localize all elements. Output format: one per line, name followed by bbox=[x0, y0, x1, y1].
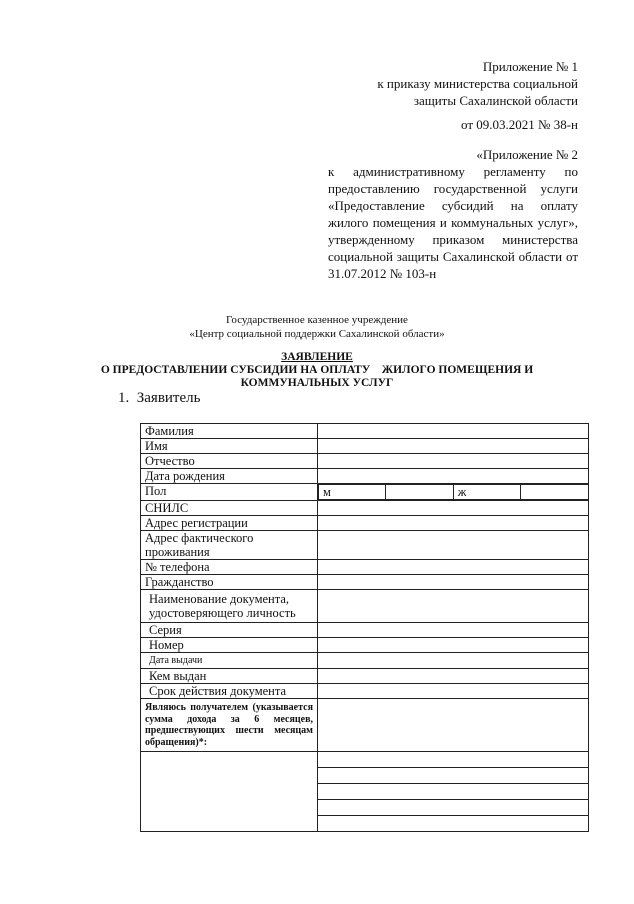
section-heading: 1. Заявитель bbox=[118, 390, 201, 406]
label-patronymic: Отчество bbox=[141, 454, 318, 469]
title-line2: О ПРЕДОСТАВЛЕНИИ СУБСИДИИ НА ОПЛАТУ ЖИЛОГО ПОМЕЩЕНИЯ И bbox=[100, 364, 534, 376]
appendix2-block bbox=[328, 146, 578, 282]
row-income-details bbox=[141, 752, 589, 832]
row-name bbox=[141, 439, 589, 454]
income-line-1[interactable] bbox=[318, 752, 588, 768]
row-phone bbox=[141, 560, 589, 575]
row-surname bbox=[141, 424, 589, 439]
row-number bbox=[141, 638, 589, 653]
row-sex bbox=[141, 484, 589, 501]
field-birth-date[interactable] bbox=[318, 469, 589, 484]
row-income-note bbox=[141, 699, 589, 752]
sex-m-label: м bbox=[319, 485, 386, 500]
income-line-5[interactable] bbox=[318, 816, 588, 831]
label-citizenship: Гражданство bbox=[141, 575, 318, 590]
label-actual-address: Адрес фактического проживания bbox=[141, 531, 318, 560]
appendix1-line2: к приказу министерства социальной bbox=[377, 76, 578, 91]
label-number: Номер bbox=[141, 638, 318, 653]
label-validity: Срок действия документа bbox=[141, 684, 318, 699]
field-name[interactable] bbox=[318, 439, 589, 454]
appendix1-line3: защиты Сахалинской области bbox=[413, 93, 578, 108]
document-title bbox=[0, 351, 634, 390]
sex-f-box[interactable] bbox=[521, 485, 588, 500]
label-sex: Пол bbox=[141, 484, 318, 501]
appendix2-text: к административному регламенту по предоставлению государственной услуги «Предоставление субсидий на оплату жилого помещения и коммунальных услуг», утвержденному приказом министерства социальной защиты Сахалинской области от 31.07.2012 № 103-н bbox=[328, 164, 578, 281]
row-actual-address bbox=[141, 531, 589, 560]
label-issue-date: Дата выдачи bbox=[141, 653, 318, 669]
appendix1-line1: Приложение № 1 bbox=[482, 59, 578, 74]
order-date: от 09.03.2021 № 38-н bbox=[461, 117, 578, 132]
appendix2-line1: «Приложение № 2 bbox=[476, 147, 578, 162]
field-actual-address[interactable] bbox=[318, 531, 589, 560]
income-line-4[interactable] bbox=[318, 800, 588, 816]
row-doc-name bbox=[141, 590, 589, 623]
field-reg-address[interactable] bbox=[318, 516, 589, 531]
label-name: Имя bbox=[141, 439, 318, 454]
field-income-note[interactable] bbox=[318, 699, 589, 752]
field-issue-date[interactable] bbox=[318, 653, 589, 669]
organization bbox=[0, 313, 634, 341]
sex-m-box[interactable] bbox=[386, 485, 453, 500]
label-surname: Фамилия bbox=[141, 424, 318, 439]
field-surname[interactable] bbox=[318, 424, 589, 439]
field-doc-name[interactable] bbox=[318, 590, 589, 623]
field-issued-by[interactable] bbox=[318, 669, 589, 684]
field-validity[interactable] bbox=[318, 684, 589, 699]
sex-options bbox=[318, 484, 589, 501]
title-line3: КОММУНАЛЬНЫХ УСЛУГ bbox=[240, 377, 394, 389]
label-income-note: Являюсь получателем (указывается сумма дохода за 6 месяцев, предшествующих шести месяцам обращения)*: bbox=[141, 699, 318, 752]
field-phone[interactable] bbox=[318, 560, 589, 575]
label-series: Серия bbox=[141, 623, 318, 638]
label-birth-date: Дата рождения bbox=[141, 469, 318, 484]
field-number[interactable] bbox=[318, 638, 589, 653]
organization-line2: «Центр социальной поддержки Сахалинской области» bbox=[189, 328, 445, 340]
label-doc-name: Наименование документа, удостоверяющего личность bbox=[141, 590, 318, 623]
row-snils bbox=[141, 501, 589, 516]
row-patronymic bbox=[141, 454, 589, 469]
income-details-lines bbox=[318, 752, 589, 832]
label-reg-address: Адрес регистрации bbox=[141, 516, 318, 531]
row-citizenship bbox=[141, 575, 589, 590]
field-series[interactable] bbox=[318, 623, 589, 638]
appendix1-block bbox=[377, 58, 578, 109]
income-line-2[interactable] bbox=[318, 768, 588, 784]
label-phone: № телефона bbox=[141, 560, 318, 575]
title-line1: ЗАЯВЛЕНИЕ bbox=[281, 351, 353, 363]
field-citizenship[interactable] bbox=[318, 575, 589, 590]
row-birth-date bbox=[141, 469, 589, 484]
income-details-label bbox=[141, 752, 318, 832]
label-issued-by: Кем выдан bbox=[141, 669, 318, 684]
income-line-3[interactable] bbox=[318, 784, 588, 800]
row-validity bbox=[141, 684, 589, 699]
row-issued-by bbox=[141, 669, 589, 684]
organization-line1: Государственное казенное учреждение bbox=[226, 314, 408, 326]
row-issue-date bbox=[141, 653, 589, 669]
field-snils[interactable] bbox=[318, 501, 589, 516]
label-snils: СНИЛС bbox=[141, 501, 318, 516]
field-patronymic[interactable] bbox=[318, 454, 589, 469]
row-reg-address bbox=[141, 516, 589, 531]
applicant-form bbox=[140, 423, 589, 832]
row-series bbox=[141, 623, 589, 638]
sex-f-label: ж bbox=[453, 485, 520, 500]
